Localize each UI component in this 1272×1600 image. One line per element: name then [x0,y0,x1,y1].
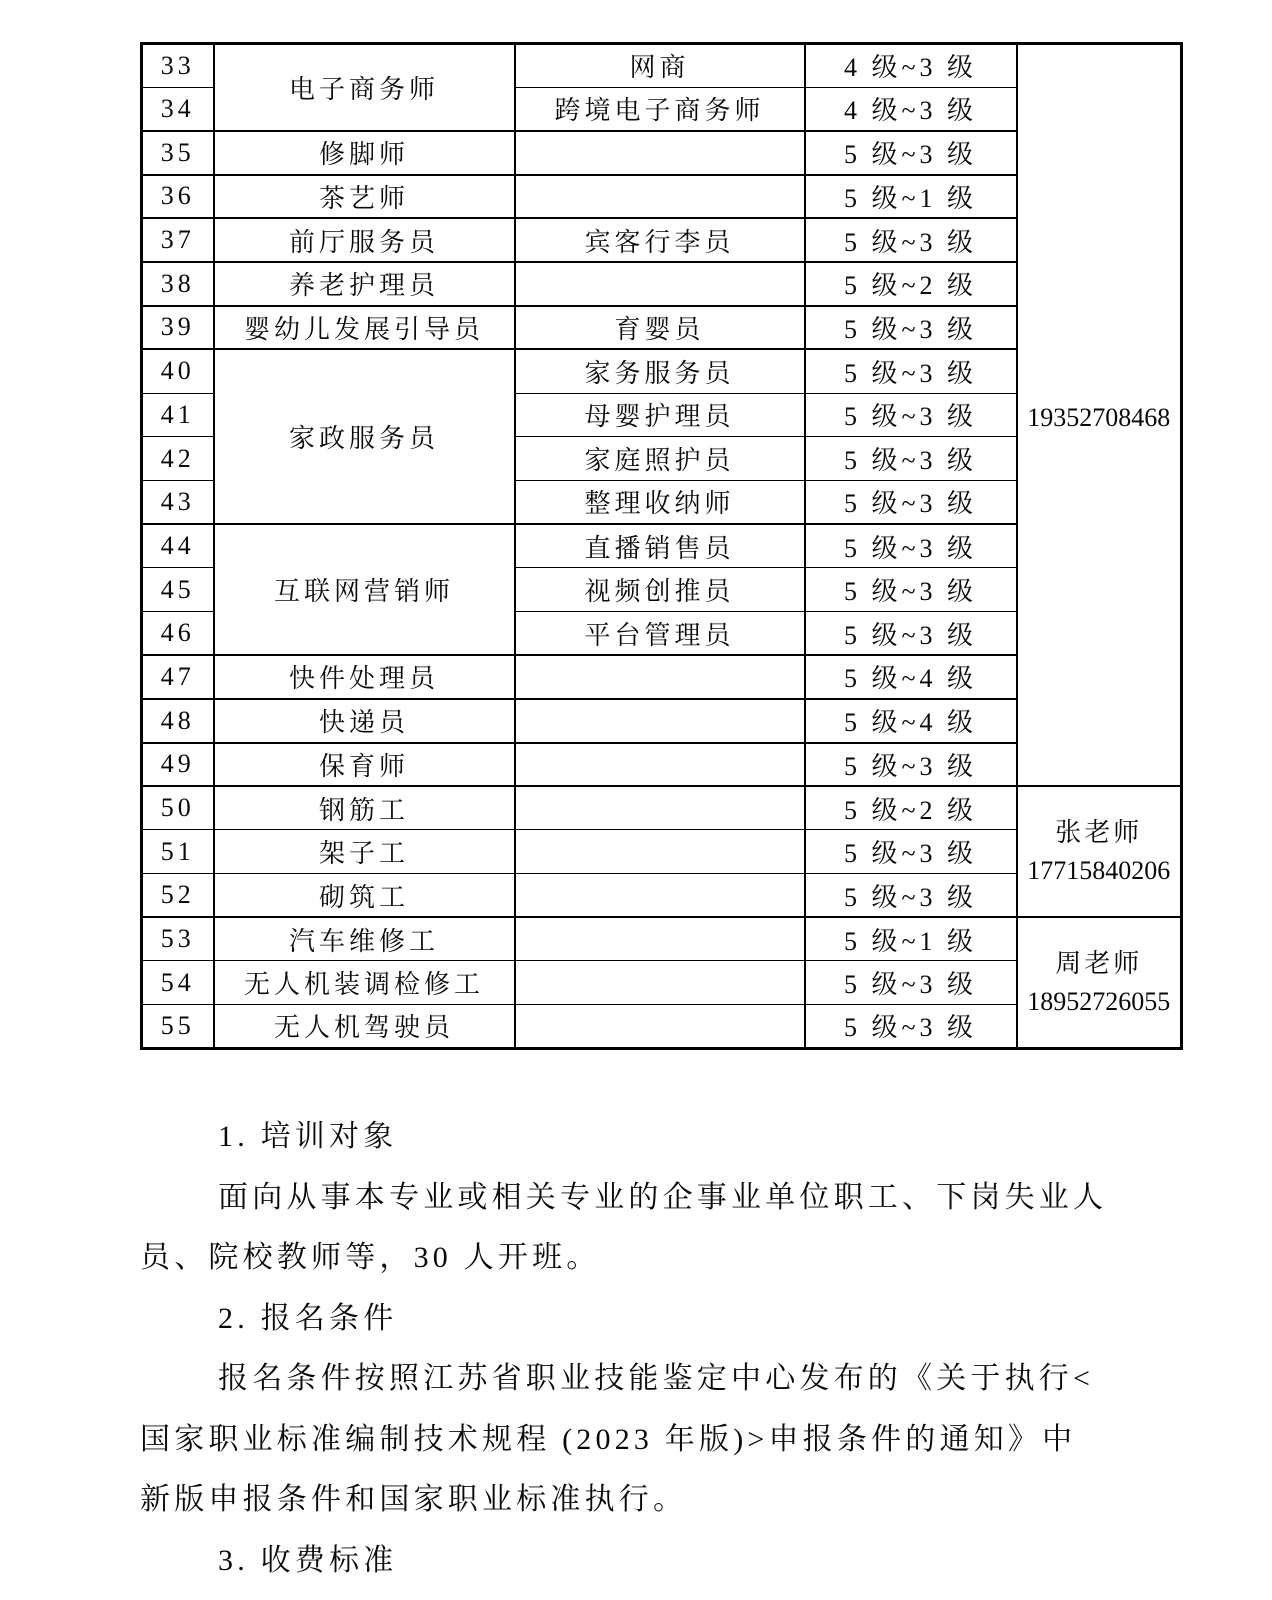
sub-occupation-cell [515,786,805,830]
level-cell: 5 级~2 级 [805,786,1017,830]
level-cell: 5 级~3 级 [805,218,1017,262]
row-number-cell: 38 [142,262,214,306]
occupation-cell: 无人机装调检修工 [214,961,515,1005]
occupation-cell: 汽车维修工 [214,917,515,961]
sub-occupation-cell [515,262,805,306]
row-number-cell: 45 [142,568,214,612]
row-number-cell: 50 [142,786,214,830]
contact-cell [1017,44,1182,787]
row-number-cell: 54 [142,961,214,1005]
row-number-cell: 49 [142,743,214,787]
contact-name: 周老师 [1055,948,1143,978]
level-cell: 5 级~3 级 [805,830,1017,874]
occupation-level-table [140,42,1183,1050]
sub-occupation-cell: 直播销售员 [515,524,805,568]
row-number-cell: 39 [142,306,214,350]
occupation-cell: 架子工 [214,830,515,874]
sub-occupation-cell: 家庭照护员 [515,437,805,481]
sub-occupation-cell [515,743,805,787]
row-number-cell: 44 [142,524,214,568]
occupation-cell: 互联网营销师 [214,524,515,655]
level-cell: 5 级~3 级 [805,306,1017,350]
sub-occupation-cell [515,1005,805,1049]
level-cell: 5 级~3 级 [805,480,1017,524]
sub-occupation-cell: 整理收纳师 [515,480,805,524]
sub-occupation-cell: 网商 [515,44,805,88]
row-number-cell: 55 [142,1005,214,1049]
occupation-cell: 电子商务师 [214,44,515,131]
sub-occupation-cell: 宾客行李员 [515,218,805,262]
contact-cell [1017,917,1182,1048]
sub-occupation-cell: 母婴护理员 [515,393,805,437]
level-cell: 5 级~1 级 [805,917,1017,961]
contact-phone: 18952726055 [1027,986,1171,1016]
row-number-cell: 41 [142,393,214,437]
row-number-cell: 43 [142,480,214,524]
level-cell: 5 级~3 级 [805,349,1017,393]
row-number-cell: 51 [142,830,214,874]
section-heading-training-target: 1. 培训对象 [218,1120,398,1153]
contact-phone: 19352708468 [1027,403,1171,433]
level-cell: 5 级~4 级 [805,655,1017,699]
contact-name: 张老师 [1055,817,1143,847]
row-number-cell: 34 [142,87,214,131]
contact-cell [1017,786,1182,917]
row-number-cell: 35 [142,131,214,175]
sub-occupation-cell [515,699,805,743]
occupation-cell: 修脚师 [214,131,515,175]
row-number-cell: 46 [142,611,214,655]
paragraph-line: 员、院校教师等，30 人开班。 [140,1241,601,1274]
level-cell: 5 级~3 级 [805,131,1017,175]
level-cell: 5 级~3 级 [805,743,1017,787]
table-row [142,44,1182,88]
level-cell: 5 级~3 级 [805,437,1017,481]
occupation-cell: 钢筋工 [214,786,515,830]
sub-occupation-cell: 平台管理员 [515,611,805,655]
level-cell: 5 级~3 级 [805,961,1017,1005]
row-number-cell: 52 [142,874,214,918]
sub-occupation-cell [515,131,805,175]
row-number-cell: 36 [142,175,214,219]
occupation-cell: 前厅服务员 [214,218,515,262]
sub-occupation-cell [515,830,805,874]
row-number-cell: 37 [142,218,214,262]
row-number-cell: 40 [142,349,214,393]
level-cell: 5 级~3 级 [805,1005,1017,1049]
level-cell: 5 级~4 级 [805,699,1017,743]
level-cell: 4 级~3 级 [805,87,1017,131]
row-number-cell: 53 [142,917,214,961]
sub-occupation-cell [515,961,805,1005]
paragraph-line: 面向从事本专业或相关专业的企事业单位职工、下岗失业人 [218,1180,1108,1214]
paragraph-line: 报名条件按照江苏省职业技能鉴定中心发布的《关于执行< [218,1362,1095,1395]
paragraph-line: 国家职业标准编制技术规程 (2023 年版)>申报条件的通知》中 [140,1422,1077,1456]
level-cell: 4 级~3 级 [805,44,1017,88]
level-cell: 5 级~3 级 [805,568,1017,612]
row-number-cell: 47 [142,655,214,699]
sub-occupation-cell [515,655,805,699]
row-number-cell: 48 [142,699,214,743]
sub-occupation-cell: 视频创推员 [515,568,805,612]
occupation-cell: 家政服务员 [214,349,515,524]
occupation-cell: 快递员 [214,699,515,743]
sub-occupation-cell: 家务服务员 [515,349,805,393]
occupation-cell: 快件处理员 [214,655,515,699]
section-heading-registration-conditions: 2. 报名条件 [218,1301,398,1335]
contact-phone: 17715840206 [1027,855,1171,885]
table-row [142,786,1182,830]
sub-occupation-cell [515,874,805,918]
occupation-cell: 保育师 [214,743,515,787]
row-number-cell: 33 [142,44,214,88]
occupation-cell: 茶艺师 [214,175,515,219]
text-sections [140,1107,1115,1591]
level-cell: 5 级~3 级 [805,874,1017,918]
occupation-cell: 砌筑工 [214,874,515,918]
level-cell: 5 级~3 级 [805,611,1017,655]
level-cell: 5 级~3 级 [805,524,1017,568]
sub-occupation-cell: 跨境电子商务师 [515,87,805,131]
section-heading-fee-standard: 3. 收费标准 [218,1543,398,1577]
paragraph-line: 新版申报条件和国家职业标准执行。 [140,1483,688,1516]
occupation-cell: 养老护理员 [214,262,515,306]
sub-occupation-cell: 育婴员 [515,306,805,350]
occupation-cell: 婴幼儿发展引导员 [214,306,515,350]
table-row [142,917,1182,961]
sub-occupation-cell [515,175,805,219]
level-cell: 5 级~1 级 [805,175,1017,219]
row-number-cell: 42 [142,437,214,481]
level-cell: 5 级~2 级 [805,262,1017,306]
sub-occupation-cell [515,917,805,961]
level-cell: 5 级~3 级 [805,393,1017,437]
occupation-cell: 无人机驾驶员 [214,1005,515,1049]
